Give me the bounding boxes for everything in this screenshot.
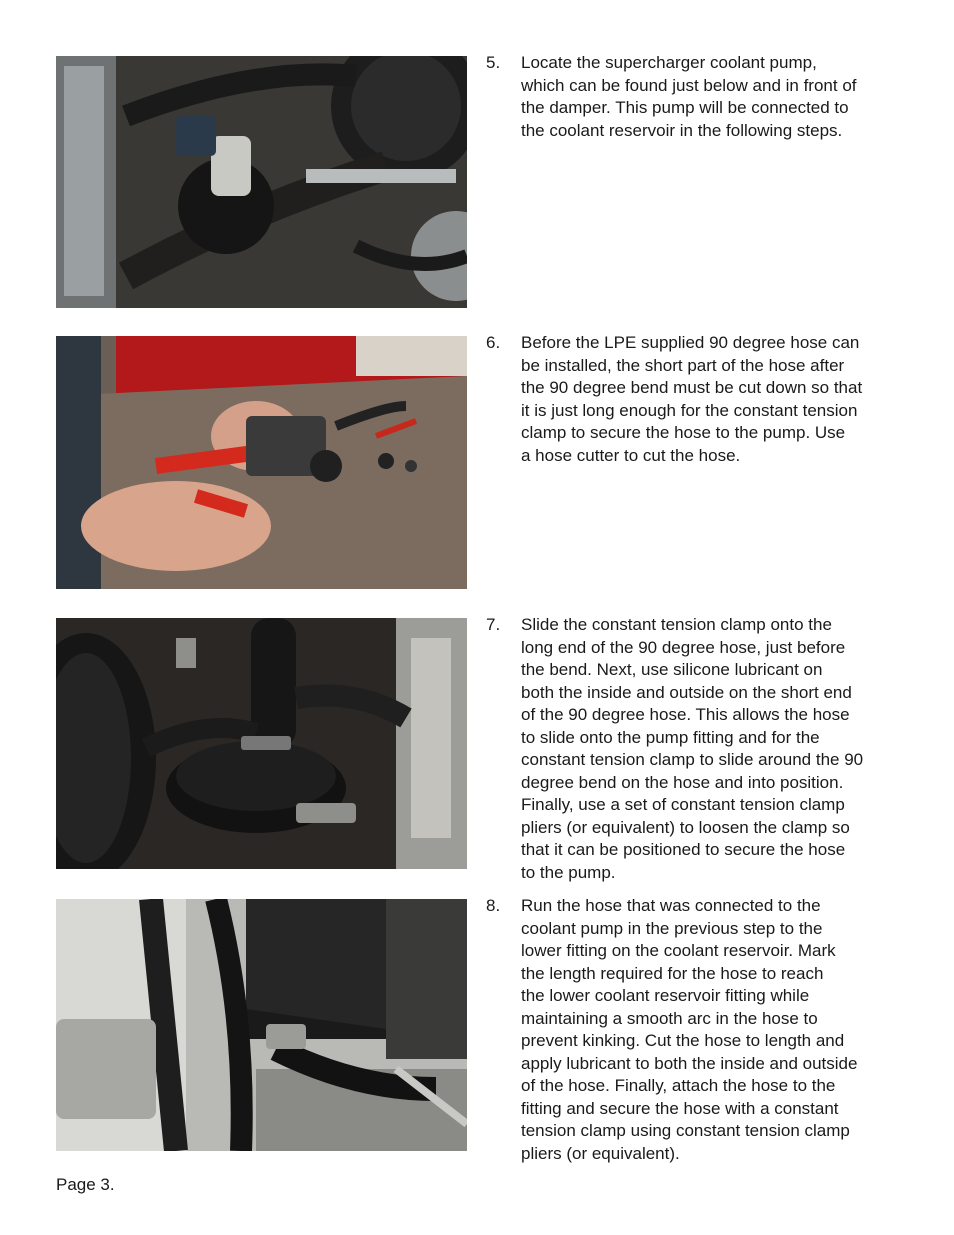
- step-text: Locate the supercharger coolant pump, which can be found just below and in front of the damper. This pump will be connected to the coolant reservoir in the following steps.: [521, 53, 857, 140]
- photo-coolant-pump: [56, 56, 467, 308]
- step-8: [486, 895, 916, 1165]
- photo-pump-clamp: [56, 618, 467, 869]
- step-6: [486, 332, 916, 467]
- step-7: [486, 614, 916, 884]
- step-number: 8.: [486, 896, 501, 915]
- photo-hose-cutter: [56, 336, 467, 589]
- step-5: [486, 52, 916, 142]
- photo-reservoir-hose: [56, 899, 467, 1151]
- page-number: Page 3.: [56, 1175, 115, 1194]
- step-text: Run the hose that was connected to the coolant pump in the previous step to the lower fitting on the coolant reservoir. Mark the length required for the hose to reach the lower coolant reservoir fitting while maintaining a smooth arc in the hose to prevent kinking. Cut the hose to length and apply lubricant to both the inside and outside of the hose. Finally, attach the hose to the fitting and secure the hose with a constant tension clamp using constant tension clamp pliers (or equivalent).: [521, 896, 858, 1163]
- step-text: Before the LPE supplied 90 degree hose can be installed, the short part of the hose after the 90 degree bend must be cut down so that it is just long enough for the constant tension clamp to secure the hose to the pump. Use a hose cutter to cut the hose.: [521, 333, 863, 465]
- step-number: 5.: [486, 53, 501, 72]
- step-number: 6.: [486, 333, 501, 352]
- step-text: Slide the constant tension clamp onto the long end of the 90 degree hose, just before the bend. Next, use silicone lubricant on both the inside and outside on the short end of the 90 degree hose. This allows the hose to slide onto the pump fitting and for the constant tension clamp to slide around the 90 degree bend on the hose and into position. Finally, use a set of constant tension clamp pliers (or equivalent) to loosen the clamp so that it can be positioned to secure the hose to the pump.: [521, 615, 864, 882]
- step-number: 7.: [486, 615, 501, 634]
